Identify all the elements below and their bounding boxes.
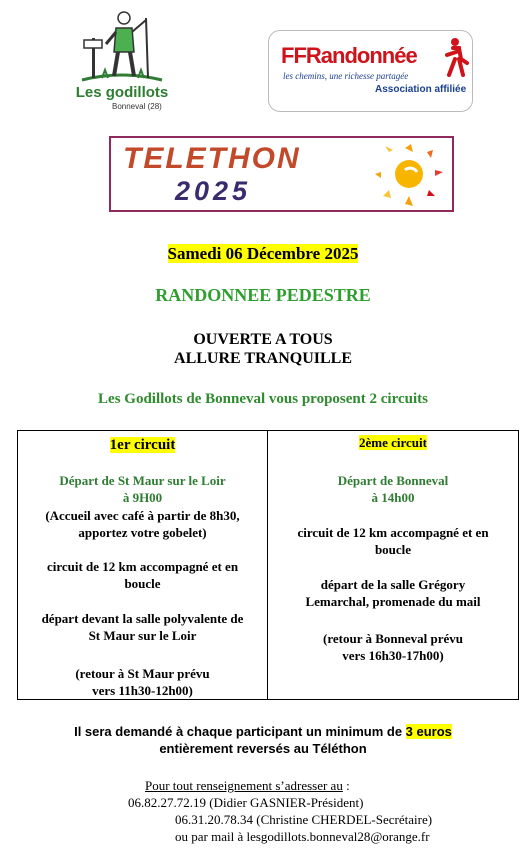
- event-date-text: Samedi 06 Décembre 2025: [167, 244, 359, 263]
- event-open-line1: OUVERTE A TOUS: [193, 331, 333, 348]
- circuit-1-accueil: (Accueil avec café à partir de 8h30,: [45, 508, 240, 523]
- hiker-icon: [62, 8, 182, 86]
- circuit-1-title: [18, 437, 267, 454]
- circuit-1-time: à 9H00: [122, 490, 163, 505]
- contact-email: ou par mail à lesgodillots.bonneval28@orange.fr: [175, 829, 430, 844]
- contact-phone-president: 06.82.27.72.19 (Didier GASNIER-Président): [128, 795, 364, 810]
- event-open: [0, 330, 526, 368]
- circuit-1-retour: (retour à St Maur prévu: [75, 666, 210, 681]
- circuit-1-lieu: départ devant la salle polyvalente de: [41, 611, 244, 626]
- circuit-1-desc-2: boucle: [124, 576, 161, 591]
- circuit-1-depart: Départ de St Maur sur le Loir: [59, 473, 226, 488]
- circuit-2-desc: circuit de 12 km accompagné et en: [297, 525, 489, 540]
- circuit-1: [18, 431, 268, 699]
- participation-text: Il sera demandé à chaque participant un minimum de: [74, 724, 406, 739]
- ffr-affiliation: Association affiliée: [375, 84, 467, 95]
- circuit-2-retour-2: vers 16h30-17h00): [342, 648, 444, 663]
- event-activity: RANDONNEE PEDESTRE: [155, 285, 371, 305]
- event-open-line2: ALLURE TRANQUILLE: [174, 350, 352, 367]
- circuit-1-desc: circuit de 12 km accompagné et en: [46, 559, 239, 574]
- participation-line2: entièrement reversés au Téléthon: [159, 741, 367, 756]
- telethon-banner: [109, 136, 454, 212]
- circuit-2-retour: (retour à Bonneval prévu: [323, 631, 463, 646]
- ffr-brand-rando: Randonnée: [305, 43, 417, 68]
- participation-line1: [0, 723, 526, 740]
- ffrandonnee-logo: [268, 30, 473, 112]
- circuit-2-lieu: départ de la salle Grégory: [320, 577, 466, 592]
- circuit-1-retour-2: vers 11h30-12h00): [92, 683, 193, 698]
- contact-phone-secretary: 06.31.20.78.34 (Christine CHERDEL-Secrétaire): [175, 812, 433, 827]
- godillots-place: Bonneval (28): [112, 102, 162, 111]
- godillots-name: Les godillots: [75, 84, 169, 101]
- participation-amount: 3 euros: [405, 724, 452, 739]
- sun-icon: [375, 142, 445, 208]
- telethon-year: 2025: [175, 176, 252, 206]
- circuit-2-lieu-2: Lemarchal, promenade du mail: [305, 594, 481, 609]
- circuit-2: [268, 431, 518, 699]
- contact-intro-text: Pour tout renseignement s’adresser au: [145, 778, 343, 793]
- participation-note: [0, 723, 526, 757]
- circuit-2-desc-2: boucle: [374, 542, 412, 557]
- contact-intro-suffix: :: [342, 778, 350, 793]
- walker-icon: [439, 37, 469, 77]
- ffr-tagline: les chemins, une richesse partagée: [283, 71, 409, 81]
- circuit-2-title-text: 2ème circuit: [359, 435, 427, 450]
- godillots-logo: [62, 8, 182, 120]
- ffr-brand-ff: FF: [281, 43, 306, 68]
- ffr-brand: [281, 43, 417, 69]
- circuit-1-accueil-2: apportez votre gobelet): [78, 525, 207, 540]
- telethon-title: TELETHON: [123, 142, 301, 175]
- contact-intro: [145, 778, 350, 794]
- event-date: [0, 244, 526, 264]
- circuits-table: [17, 430, 519, 700]
- circuit-2-depart: Départ de Bonneval: [337, 473, 449, 488]
- circuit-1-title-text: 1er circuit: [109, 437, 176, 453]
- circuit-1-lieu-2: St Maur sur le Loir: [88, 628, 197, 643]
- circuit-2-title: [268, 435, 518, 451]
- event-intro: Les Godillots de Bonneval vous proposent 2 circuits: [98, 391, 428, 407]
- circuit-2-time: à 14h00: [371, 490, 415, 505]
